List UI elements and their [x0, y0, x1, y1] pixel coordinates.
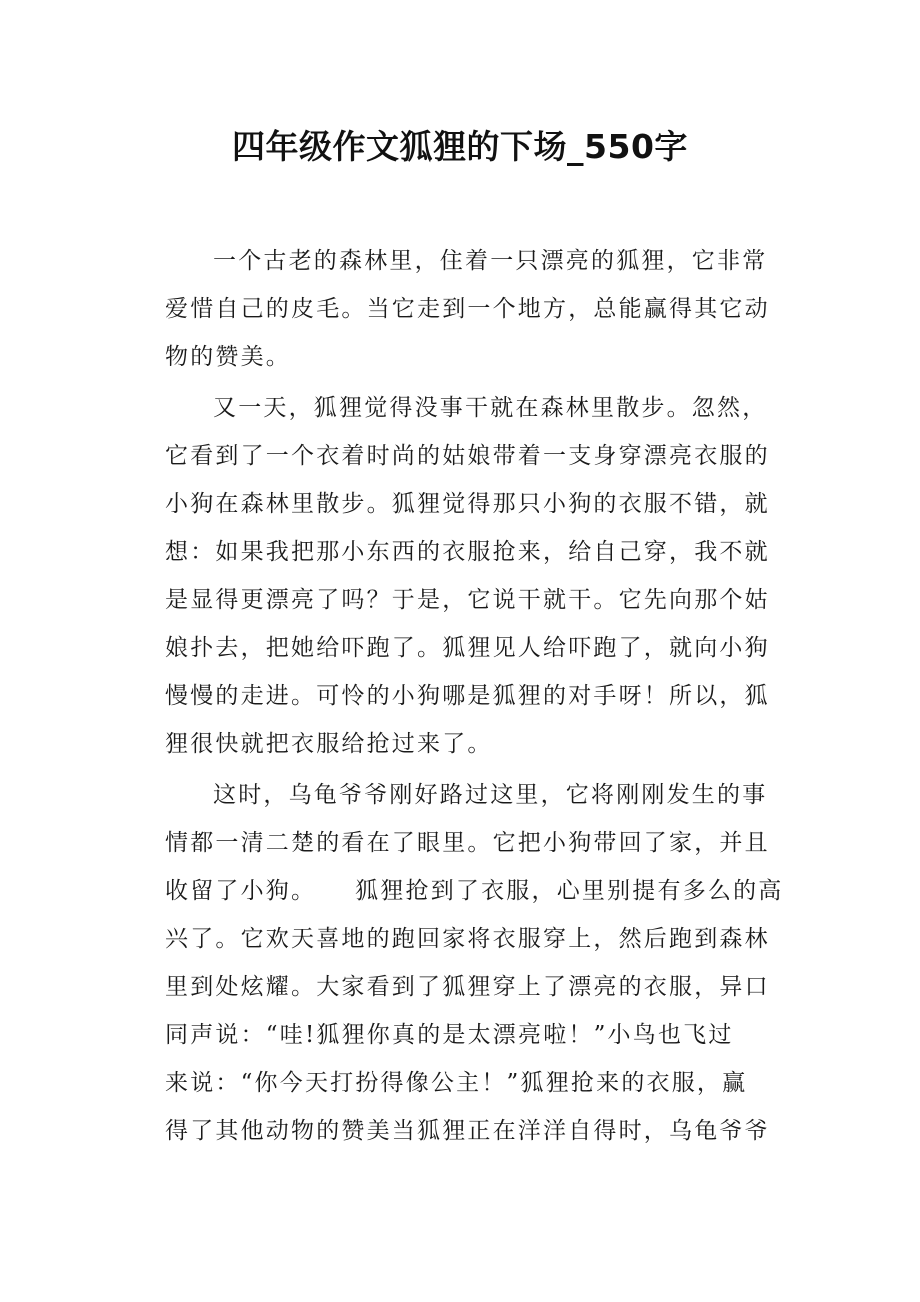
- text-line: 里到处炫耀。大家看到了狐狸穿上了漂亮的衣服，异口: [165, 974, 770, 1000]
- text-line: 是显得更漂亮了吗？于是，它说干就干。它先向那个姑: [165, 587, 770, 613]
- text-line: 慢慢的走进。可怜的小狗哪是狐狸的对手呀！所以，狐: [165, 683, 770, 709]
- text-line: 想：如果我把那小东西的衣服抢来，给自己穿，我不就: [165, 539, 770, 565]
- text-line: 同声说：“哇!狐狸你真的是太漂亮啦！”小鸟也飞过: [165, 1022, 734, 1048]
- text-line: 小狗在森林里散步。狐狸觉得那只小狗的衣服不错，就: [165, 491, 770, 517]
- text-line: 得了其他动物的赞美当狐狸正在洋洋自得时，乌龟爷爷: [165, 1118, 770, 1144]
- text-line: 情都一清二楚的看在了眼里。它把小狗带回了家，并且: [165, 830, 770, 856]
- text-line: 它看到了一个衣着时尚的姑娘带着一支身穿漂亮衣服的: [165, 443, 770, 469]
- text-line: 狸很快就把衣服给抢过来了。: [165, 731, 493, 757]
- text-line: 来说：“你今天打扮得像公主！”狐狸抢来的衣服，赢: [165, 1070, 748, 1096]
- text-line: 兴了。它欢天喜地的跑回家将衣服穿上，然后跑到森林: [165, 926, 770, 952]
- text-line: 娘扑去，把她给吓跑了。狐狸见人给吓跑了，就向小狗: [165, 635, 770, 661]
- text-line: 又一天，狐狸觉得没事干就在森林里散步。忽然，: [213, 395, 768, 421]
- text-line: 爱惜自己的皮毛。当它走到一个地方，总能赢得其它动: [165, 296, 770, 322]
- text-line: 这时，乌龟爷爷刚好路过这里，它将刚刚发生的事: [213, 782, 768, 808]
- text-line: 一个古老的森林里，住着一只漂亮的狐狸，它非常: [213, 248, 768, 274]
- article-body: [165, 237, 784, 1155]
- text-line: 收留了小狗。 狐狸抢到了衣服，心里别提有多么的高: [165, 878, 784, 904]
- document-title: 四年级作文狐狸的下场_550字: [232, 127, 688, 166]
- text-line: 物的赞美。: [165, 344, 291, 370]
